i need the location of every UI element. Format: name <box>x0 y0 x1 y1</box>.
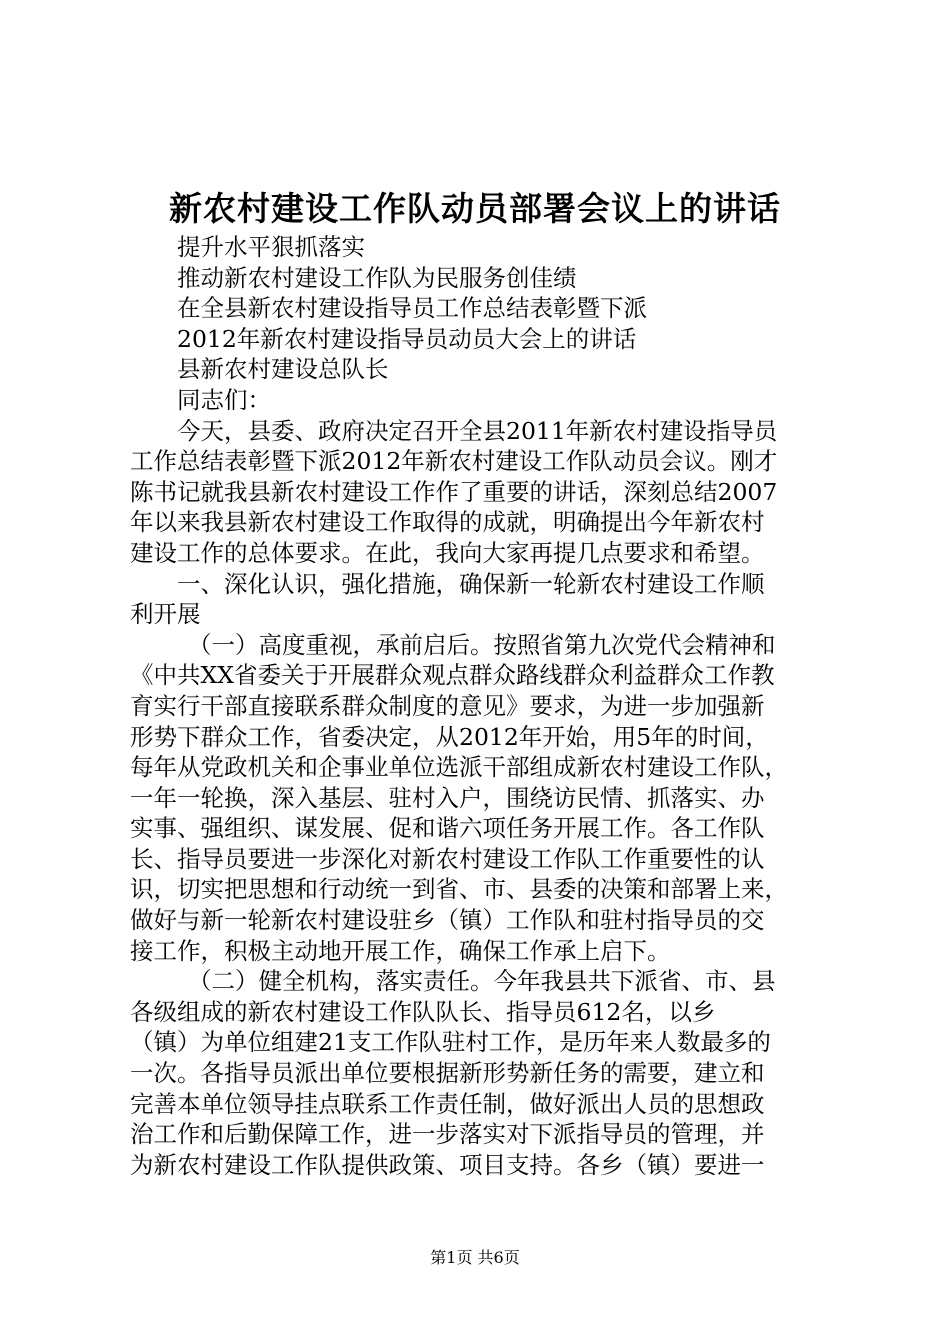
body-line: 一次。各指导员派出单位要根据新形势新任务的需要，建立和 <box>130 1059 765 1088</box>
body-line: 为新农村建设工作队提供政策、项目支持。各乡（镇）要进一 <box>130 1150 765 1179</box>
section-heading-line: 利开展 <box>130 600 201 629</box>
body-line: 治工作和后勤保障工作，进一步落实对下派指导员的管理，并 <box>130 1120 765 1149</box>
body-line: 做好与新一轮新农村建设驻乡（镇）工作队和驻村指导员的交 <box>130 906 765 935</box>
subtitle-line: 2012年新农村建设指导员动员大会上的讲话 <box>177 324 637 353</box>
page-footer: 第1页 共6页 <box>430 1248 520 1267</box>
body-line: 一年一轮换，深入基层、驻村入户，围绕访民情、抓落实、办 <box>130 783 765 812</box>
section-heading-line: 一、深化认识，强化措施，确保新一轮新农村建设工作顺 <box>177 569 765 598</box>
body-line: 《中共XX省委关于开展群众观点群众路线群众利益群众工作教 <box>130 661 775 690</box>
body-line: （镇）为单位组建21支工作队驻村工作，是历年来人数最多的 <box>130 1028 771 1057</box>
body-line: 工作总结表彰暨下派2012年新农村建设工作队动员会议。刚才 <box>130 447 778 476</box>
body-line: 育实行干部直接联系群众制度的意见》要求，为进一步加强新 <box>130 691 765 720</box>
body-line: 实事、强组织、谋发展、促和谐六项任务开展工作。各工作队 <box>130 814 765 843</box>
body-line: 今天，县委、政府决定召开全县2011年新农村建设指导员 <box>177 416 778 445</box>
body-line: 识，切实把思想和行动统一到省、市、县委的决策和部署上来， <box>130 875 788 904</box>
body-line: 接工作，积极主动地开展工作，确保工作承上启下。 <box>130 936 671 965</box>
body-line: 陈书记就我县新农村建设工作作了重要的讲话，深刻总结2007 <box>130 477 778 506</box>
body-line: 完善本单位领导挂点联系工作责任制，做好派出人员的思想政 <box>130 1089 765 1118</box>
document-body <box>130 232 830 1180</box>
body-line: （二）健全机构，落实责任。今年我县共下派省、市、县 <box>188 967 776 996</box>
document-title: 新农村建设工作队动员部署会议上的讲话 <box>169 189 781 228</box>
body-line: 每年从党政机关和企事业单位选派干部组成新农村建设工作队， <box>130 753 788 782</box>
body-line: （一）高度重视，承前启后。按照省第九次党代会精神和 <box>188 630 776 659</box>
body-line: 各级组成的新农村建设工作队队长、指导员612名，以乡 <box>130 997 716 1026</box>
speaker-line: 县新农村建设总队长 <box>177 355 389 384</box>
body-line: 长、指导员要进一步深化对新农村建设工作队工作重要性的认 <box>130 844 765 873</box>
subtitle-line: 在全县新农村建设指导员工作总结表彰暨下派 <box>177 294 647 323</box>
body-line: 年以来我县新农村建设工作取得的成就，明确提出今年新农村 <box>130 508 765 537</box>
body-line: 形势下群众工作，省委决定，从2012年开始，用5年的时间， <box>130 722 769 751</box>
subtitle-line: 推动新农村建设工作队为民服务创佳绩 <box>177 263 577 292</box>
body-line: 建设工作的总体要求。在此，我向大家再提几点要求和希望。 <box>130 538 765 567</box>
salutation-line: 同志们： <box>177 385 271 414</box>
subtitle-line: 提升水平狠抓落实 <box>177 233 365 261</box>
